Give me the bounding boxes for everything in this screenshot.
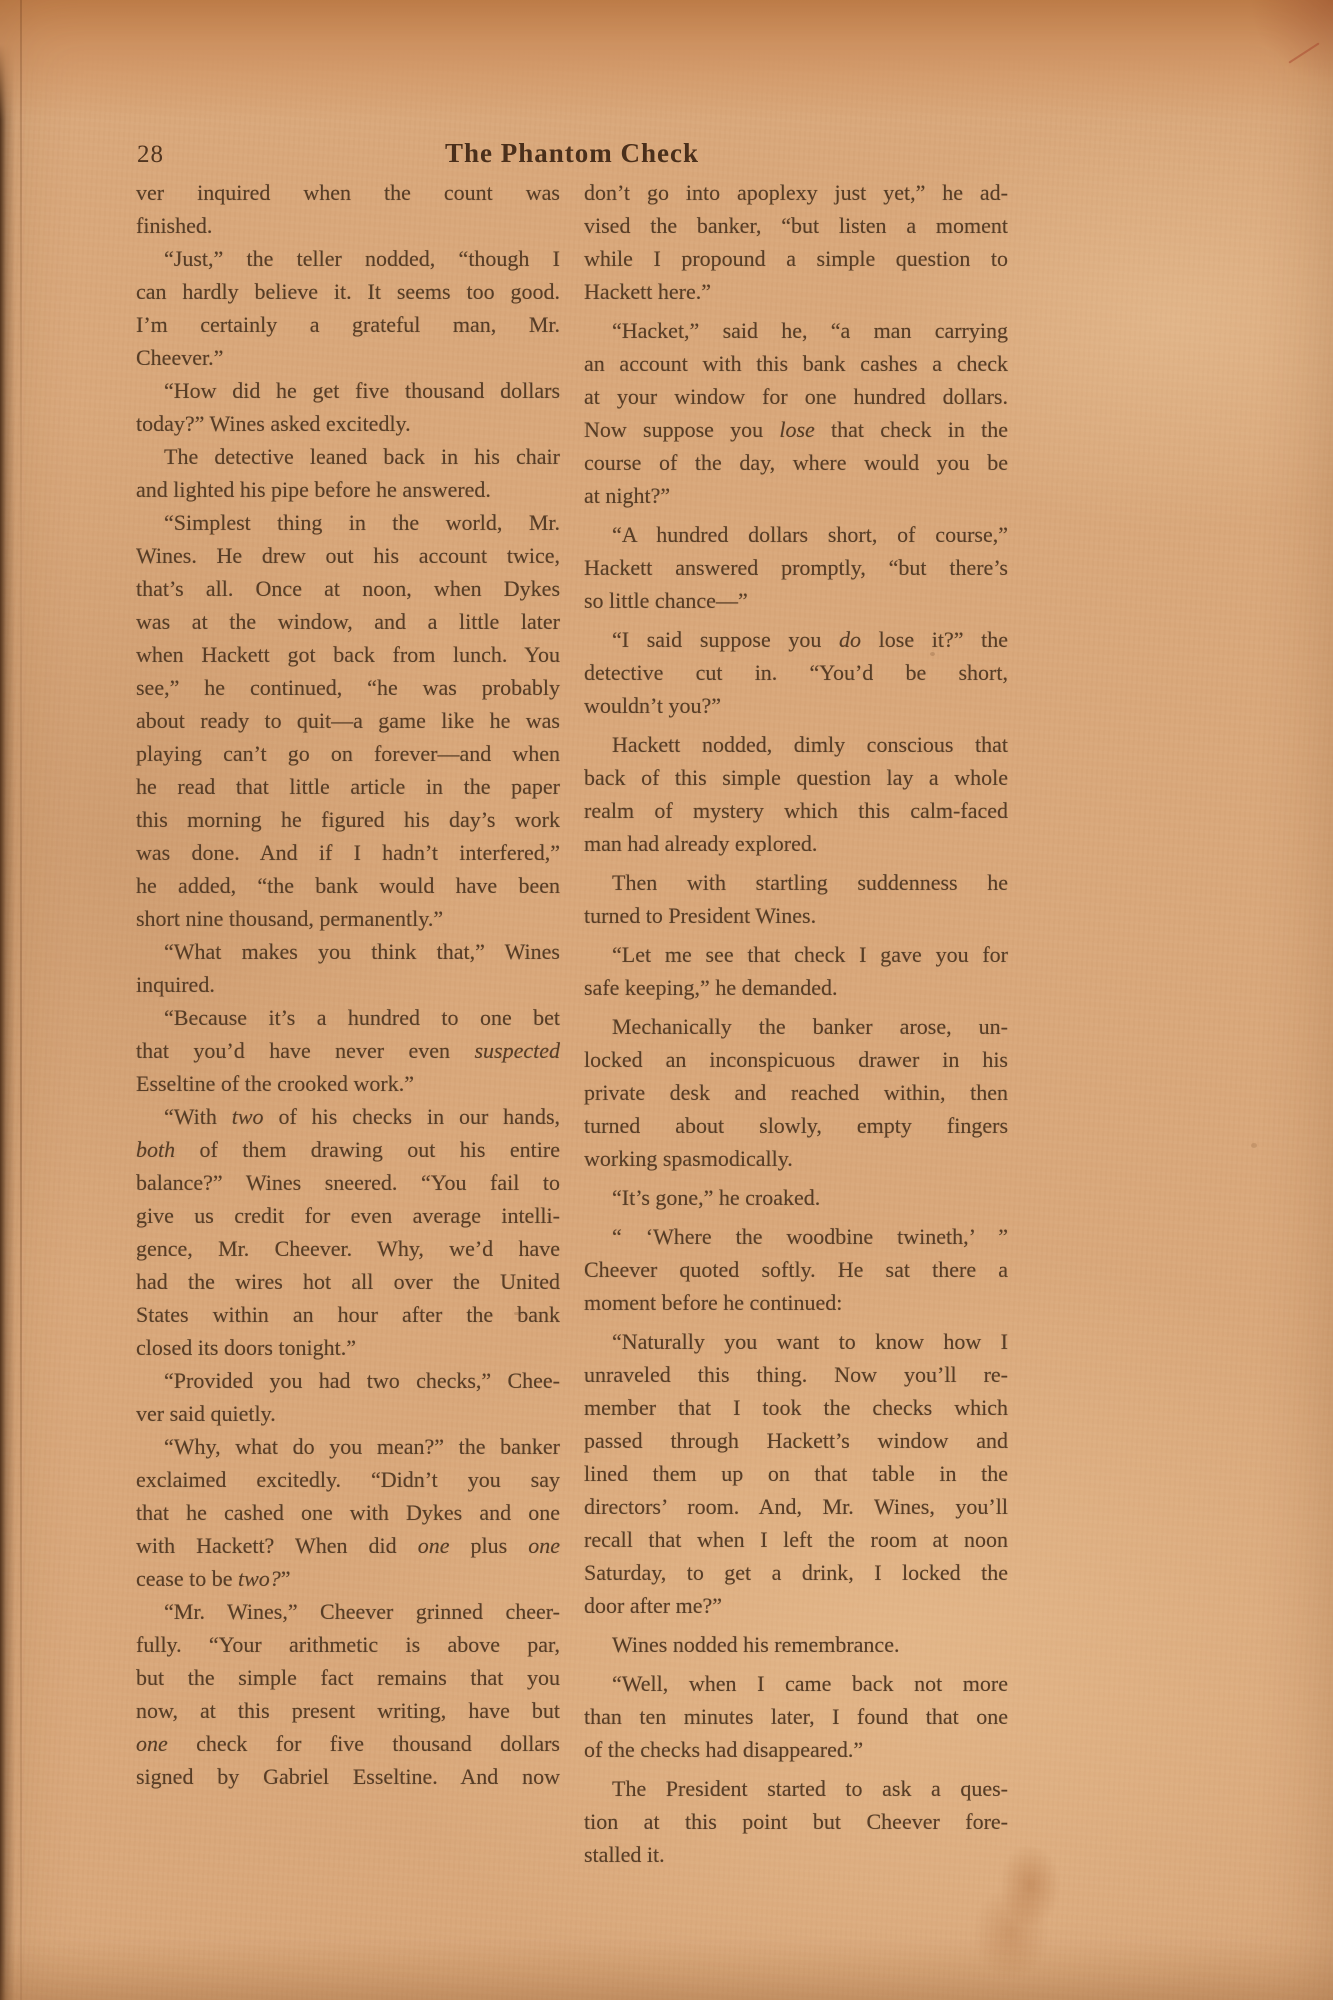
running-title: The Phantom Check [444,138,699,168]
text-line: this morning he figured his day’s work [136,807,560,832]
text-line: Hackett nodded, dimly conscious that [612,732,1008,757]
text-line: “How did he get five thousand dollars [164,378,560,403]
text-line: “Simplest thing in the world, Mr. [164,510,560,535]
text-line: “A hundred dollars short, of course,” [612,522,1008,547]
text-line: Saturday, to get a drink, I locked the [584,1560,1008,1585]
text-line: inquired. [136,972,215,997]
text-line: “Because it’s a hundred to one bet [164,1005,560,1030]
text-line: unraveled this thing. Now you’ll re- [584,1362,1008,1387]
text-line: Wines nodded his remembrance. [612,1632,900,1657]
text-line: safe keeping,” he demanded. [584,975,838,1000]
text-line: now, at this present writing, have but [136,1698,560,1723]
text-line: he read that little article in the paper [136,774,560,799]
text-line: at night?” [584,483,671,508]
text-line: lined them up on that table in the [584,1461,1008,1486]
text-line: when Hackett got back from lunch. You [136,642,560,667]
text-column-left [136,176,560,1871]
text-column-right [584,176,1008,1871]
text-line: Cheever.” [136,345,224,370]
text-line: tion at this point but Cheever fore- [584,1809,1008,1834]
text-line: “It’s gone,” he croaked. [612,1185,821,1210]
text-line: “Provided you had two checks,” Chee- [164,1368,560,1393]
text-line: can hardly believe it. It seems too good. [136,279,560,304]
text-line: don’t go into apoplexy just yet,” he ad- [584,180,1008,205]
page-number: 28 [137,141,164,168]
text-line: wouldn’t you?” [584,693,722,718]
text-line: private desk and reached within, then [584,1080,1008,1105]
text-line: moment before he continued: [584,1290,843,1315]
text-line: gence, Mr. Cheever. Why, we’d have [136,1236,560,1261]
text-line: turned to President Wines. [584,903,817,928]
text-line: The detective leaned back in his chair [164,444,560,469]
text-line: cease to be two?” [136,1566,291,1591]
text-line: with Hackett? When did one plus one [136,1533,560,1558]
text-line: locked an inconspicuous drawer in his [584,1047,1008,1072]
paper-crease [20,0,22,2000]
text-line: while I propound a simple question to [584,246,1008,271]
text-line: Then with startling suddenness he [612,870,1008,895]
text-line: “ ‘Where the woodbine twineth,’ ” [612,1224,1008,1249]
text-line: Mechanically the banker arose, un- [612,1014,1008,1039]
text-line: one check for five thousand dollars [136,1731,560,1756]
text-line: that’s all. Once at noon, when Dykes [136,576,560,601]
text-line: both of them drawing out his entire [136,1137,560,1162]
text-line: directors’ room. And, Mr. Wines, you’ll [584,1494,1008,1519]
text-line: “What makes you think that,” Wines [164,939,560,964]
text-line: “With two of his checks in our hands, [164,1104,560,1129]
text-line: give us credit for even average intelli- [136,1203,560,1228]
text-line: Hackett here.” [584,279,712,304]
text-line: back of this simple question lay a whole [584,765,1008,790]
text-columns [136,176,1008,1871]
text-line: that he cashed one with Dykes and one [136,1500,560,1525]
text-line: that you’d have never even suspected [136,1038,560,1063]
text-line: was at the window, and a little later [136,609,560,634]
text-line: recall that when I left the room at noon [584,1527,1008,1552]
text-line: was done. And if I hadn’t interfered,” [136,840,560,865]
text-line: and lighted his pipe before he answered. [136,477,491,502]
text-line: than ten minutes later, I found that one [584,1704,1008,1729]
text-line: Esseltine of the crooked work.” [136,1071,414,1096]
text-line: Cheever quoted softly. He sat there a [584,1257,1008,1282]
text-line: member that I took the checks which [584,1395,1008,1420]
text-line: balance?” Wines sneered. “You fail to [136,1170,560,1195]
text-line: but the simple fact remains that you [136,1665,560,1690]
text-line: today?” Wines asked excitedly. [136,411,411,436]
text-line: Hackett answered promptly, “but there’s [584,555,1008,580]
text-line: short nine thousand, permanently.” [136,906,444,931]
text-line: ver said quietly. [136,1401,276,1426]
text-line: States within an hour after the bank [136,1302,560,1327]
text-line: “Why, what do you mean?” the banker [164,1434,560,1459]
text-line: ver inquired when the count was [136,180,560,205]
paper-speck [1251,1143,1257,1148]
text-line: an account with this bank cashes a check [584,351,1008,376]
text-line: had the wires hot all over the United [136,1269,560,1294]
text-line: of the checks had disappeared.” [584,1737,864,1762]
text-line: Now suppose you lose that check in the [584,417,1008,442]
text-line: turned about slowly, empty fingers [584,1113,1008,1138]
text-line: “Naturally you want to know how I [612,1329,1008,1354]
text-line: playing can’t go on forever—and when [136,741,560,766]
text-line: finished. [136,213,213,238]
text-line: “Mr. Wines,” Cheever grinned cheer- [164,1599,560,1624]
text-line: I’m certainly a grateful man, Mr. [136,312,560,337]
text-line: closed its doors tonight.” [136,1335,356,1360]
text-line: man had already explored. [584,831,818,856]
text-line: at your window for one hundred dollars. [584,384,1008,409]
text-line: he added, “the bank would have been [136,873,560,898]
text-line: so little chance—” [584,588,748,613]
text-line: “Hacket,” said he, “a man carrying [612,318,1008,343]
text-line: working spasmodically. [584,1146,793,1171]
text-line: “Well, when I came back not more [612,1671,1008,1696]
text-line: Wines. He drew out his account twice, [136,543,560,568]
text-line: stalled it. [584,1842,665,1867]
text-line: course of the day, where would you be [584,450,1008,475]
text-line: “Let me see that check I gave you for [612,942,1008,967]
text-line: The President started to ask a ques- [612,1776,1008,1801]
text-line: exclaimed excitedly. “Didn’t you say [136,1467,560,1492]
text-line: signed by Gabriel Esseltine. And now [136,1764,560,1789]
text-line: door after me?” [584,1593,723,1618]
text-line: “Just,” the teller nodded, “though I [164,246,560,271]
text-line: “I said suppose you do lose it?” the [612,627,1008,652]
text-line: passed through Hackett’s window and [584,1428,1008,1453]
text-line: see,” he continued, “he was probably [136,675,560,700]
text-line: detective cut in. “You’d be short, [584,660,1008,685]
text-line: vised the banker, “but listen a moment [584,213,1008,238]
text-line: about ready to quit—a game like he was [136,708,560,733]
text-line: fully. “Your arithmetic is above par, [136,1632,560,1657]
text-line: realm of mystery which this calm-faced [584,798,1008,823]
